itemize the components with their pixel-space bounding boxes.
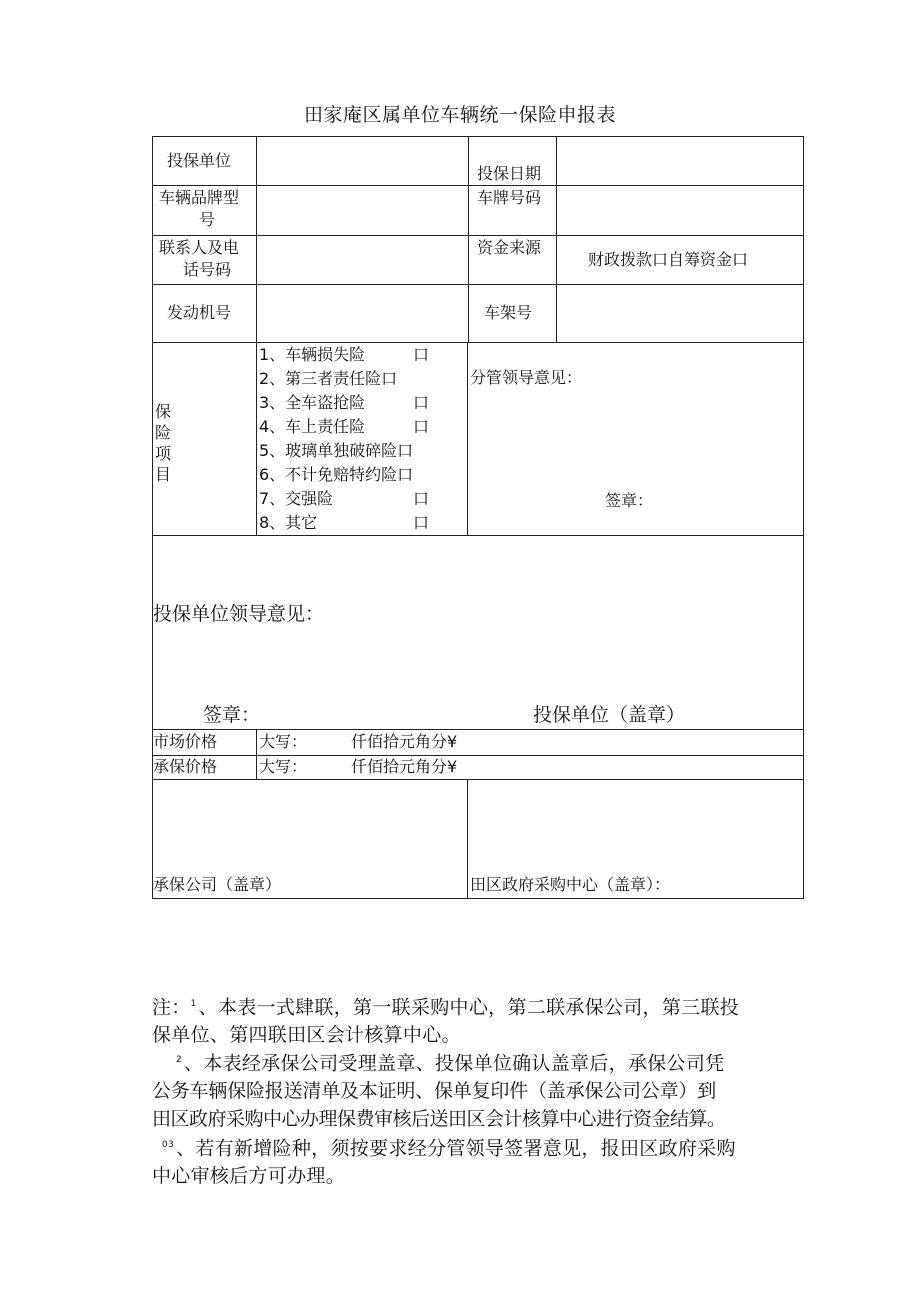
engine-number-label: 发动机号 — [167, 303, 232, 322]
row-divider — [152, 342, 804, 343]
market-price-daxie: 大写： — [259, 732, 308, 751]
row-divider — [152, 235, 804, 236]
column-divider — [256, 729, 257, 780]
insurance-item-text: 1、车辆损失险 — [259, 345, 366, 364]
procurement-stamp-label: 田区政府采购中心（盖章）： — [470, 875, 671, 894]
table-border-right — [803, 136, 804, 899]
column-divider — [467, 342, 468, 536]
note-number: 2 — [176, 1055, 183, 1065]
table-border-left — [152, 136, 153, 899]
checkbox-icon[interactable]: 口 — [413, 345, 430, 364]
contact-label — [159, 237, 255, 281]
insurance-item[interactable] — [259, 440, 467, 464]
column-divider — [256, 342, 257, 536]
vehicle-model-label — [159, 187, 255, 231]
market-price-units: 仟佰拾元角分¥ — [351, 732, 458, 751]
note-3 — [152, 1131, 812, 1190]
insurance-item[interactable] — [259, 416, 467, 440]
insurance-label-char: 项 — [155, 444, 172, 463]
applicant-unit-label: 投保单位 — [167, 151, 232, 170]
note-1 — [152, 990, 812, 1049]
insurance-item-text: 6、不计免赔特约险口 — [259, 465, 414, 484]
note-number: 03 — [162, 1140, 175, 1150]
leader-sign-label: 签章： — [203, 704, 261, 726]
note-2-line-1 — [152, 1046, 812, 1077]
insurance-item[interactable] — [259, 488, 467, 512]
checkbox-icon[interactable]: 口 — [413, 489, 430, 508]
column-divider — [467, 779, 468, 899]
note-3-text-1: 、若有新增险种，须按要求经分管领导签署意见，报田区政府采购 — [176, 1137, 736, 1160]
insurance-item-text: 8、其它 — [259, 513, 318, 532]
document-title: 田家庵区属单位车辆统一保险申报表 — [303, 104, 616, 126]
vehicle-model-label-line1: 车辆品牌型 — [159, 188, 240, 207]
insurance-item-text: 2、第三者责任险口 — [259, 369, 398, 388]
row-divider — [152, 284, 804, 285]
insurance-item[interactable] — [259, 392, 467, 416]
checkbox-icon[interactable]: 口 — [413, 513, 430, 532]
note-1-line-2: 保单位、第四联田区会计核算中心。 — [152, 1024, 461, 1047]
insurance-item[interactable] — [259, 464, 467, 488]
note-2-line-2: 公务车辆保险报送清单及本证明、保单复印件（盖承保公司公章）到 — [152, 1080, 717, 1103]
note-prefix: 注： — [152, 996, 191, 1019]
insured-price-units: 仟佰拾元角分¥ — [351, 757, 458, 776]
column-divider — [256, 136, 257, 343]
insurance-label-char: 目 — [155, 465, 172, 484]
note-3-line-2: 中心审核后方可办理。 — [152, 1165, 346, 1188]
checkbox-icon[interactable]: 口 — [413, 393, 430, 412]
market-price-label: 市场价格 — [153, 732, 218, 751]
contact-label-line2: 话号码 — [182, 260, 231, 279]
insurance-item[interactable] — [259, 512, 467, 536]
column-divider — [468, 136, 469, 343]
insured-price-label: 承保价格 — [153, 757, 218, 776]
insurance-item-text: 3、全车盗抢险 — [259, 393, 366, 412]
contact-label-line1: 联系人及电 — [159, 238, 240, 257]
insurance-label-char: 保 — [155, 402, 172, 421]
insurance-item[interactable] — [259, 344, 467, 368]
insurance-item-list — [259, 344, 467, 536]
insurance-items-label — [155, 401, 171, 485]
note-number: 1 — [190, 999, 197, 1009]
note-1-line-1 — [152, 990, 812, 1021]
row-divider — [152, 185, 804, 186]
frame-number-label: 车架号 — [484, 303, 533, 322]
fund-source-label: 资金来源 — [477, 238, 542, 257]
supervisor-opinion-label: 分管领导意见： — [470, 368, 583, 387]
insurance-item-text: 5、玻璃单独破碎险口 — [259, 441, 414, 460]
note-3-line-1 — [152, 1131, 812, 1162]
leader-opinion-label: 投保单位领导意见： — [153, 603, 325, 625]
row-divider — [152, 729, 804, 730]
supervisor-sign-label: 签章： — [605, 491, 654, 510]
insurance-item-text: 7、交强险 — [259, 489, 334, 508]
table-border-top — [152, 136, 804, 137]
fund-source-value: 财政拨款口自筹资金口 — [588, 250, 749, 269]
row-divider — [152, 779, 804, 780]
plate-number-label: 车牌号码 — [477, 188, 542, 207]
insured-price-daxie: 大写： — [259, 757, 308, 776]
insurance-item-text: 4、车上责任险 — [259, 417, 366, 436]
insurance-label-char: 险 — [155, 423, 172, 442]
insure-date-label: 投保日期 — [477, 164, 542, 183]
vehicle-model-label-line2: 号 — [198, 210, 215, 229]
table-border-bottom — [152, 898, 804, 899]
note-1-text-1: 、本表一式肆联，第一联采购中心，第二联承保公司，第三联投 — [198, 996, 740, 1019]
note-2-text-1: 、本表经承保公司受理盖章、投保单位确认盖章后，承保公司凭 — [184, 1052, 725, 1075]
row-divider — [152, 535, 804, 536]
column-divider — [556, 136, 557, 343]
insurance-item[interactable] — [259, 368, 467, 392]
unit-stamp-label: 投保单位（盖章） — [533, 704, 686, 726]
checkbox-icon[interactable]: 口 — [413, 417, 430, 436]
insurer-stamp-label: 承保公司（盖章） — [153, 875, 282, 894]
note-2-line-3: 田区政府采购中心办理保费审核后送田区会计核算中心进行资金结算。 — [152, 1108, 726, 1131]
note-2 — [152, 1046, 812, 1133]
row-divider — [152, 755, 804, 756]
